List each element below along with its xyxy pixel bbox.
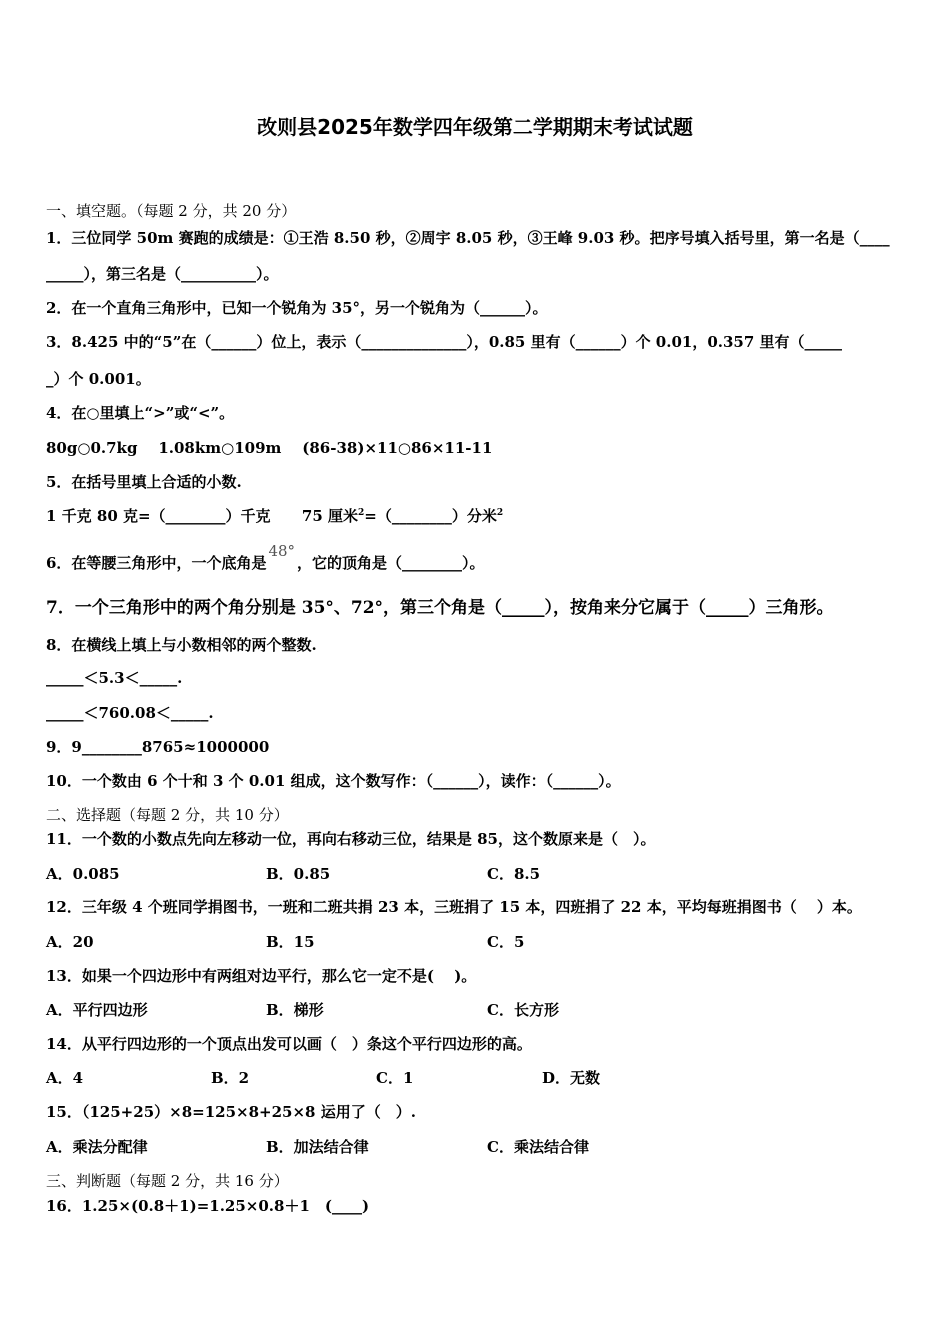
question-8-item-2: _____＜760.08＜_____.: [46, 704, 214, 722]
option-a: A．0.085: [46, 865, 120, 883]
question-14-stem: 14．从平行四边形的一个顶点出发可以画（ ）条这个平行四边形的高。: [46, 1035, 532, 1053]
question-3-line-2: _）个 0.001。: [46, 370, 151, 388]
q6-prefix: 6．在等腰三角形中，一个底角是: [46, 554, 267, 572]
question-2: 2．在一个直角三角形中，已知一个锐角为 35°，另一个锐角为（______）。: [46, 299, 548, 317]
question-9: 9．9________8765≈1000000: [46, 738, 270, 756]
option-c: C．1: [376, 1069, 414, 1087]
question-12-stem: 12．三年级 4 个班同学捐图书，一班和二班共捐 23 本，三班捐了 15 本，四班捐了 22 本，平均每班捐图书（ ）本。: [46, 898, 862, 916]
question-3-line-1: 3．8.425 中的“5”在（______）位上，表示（______________），0.85 里有（______）个 0.01，0.357 里有（_____: [46, 333, 843, 351]
question-5-items: [46, 506, 503, 526]
question-11-stem: 11．一个数的小数点先向左移动一位，再向右移动三位，结果是 85，这个数原来是（ ）。: [46, 830, 656, 848]
option-b: B．0.85: [266, 865, 331, 883]
page-title: 改则县2025年数学四年级第二学期期末考试试题: [257, 115, 693, 139]
question-8-item-1: _____＜5.3＜_____.: [46, 669, 183, 687]
question-1-line-1: 1．三位同学 50m 赛跑的成绩是：①王浩 8.50 秒，②周宇 8.05 秒，③王峰 9.03 秒。把序号填入括号里，第一名是（____: [46, 229, 890, 247]
question-6: [46, 542, 485, 573]
question-16: 16．1.25×(0.8＋1)=1.25×0.8＋1 (____): [46, 1197, 370, 1215]
q5-superscript-2: 2: [496, 508, 504, 518]
option-b: B．梯形: [266, 1001, 324, 1019]
q5-superscript-1: 2: [357, 508, 365, 518]
option-d: D．无数: [542, 1069, 601, 1087]
question-13-stem: 13．如果一个四边形中有两组对边平行，那么它一定不是( )。: [46, 967, 477, 985]
question-15-stem: 15．（125+25）×8=125×8+25×8 运用了（ ）.: [46, 1103, 416, 1121]
option-c: C．乘法结合律: [487, 1138, 589, 1156]
option-a: A．20: [46, 933, 94, 951]
question-5-prompt: 5．在括号里填上合适的小数.: [46, 473, 242, 491]
option-c: C．长方形: [487, 1001, 559, 1019]
q6-suffix: ，它的顶角是（________）。: [297, 554, 485, 572]
question-8-prompt: 8．在横线上填上与小数相邻的两个整数.: [46, 636, 317, 654]
question-4-prompt: 4．在○里填上“>”或“<”。: [46, 404, 235, 422]
option-b: B．加法结合律: [266, 1138, 369, 1156]
question-1-line-2: _____），第三名是（__________）。: [46, 265, 279, 283]
option-a: A．乘法分配律: [46, 1138, 148, 1156]
section-heading-fill-blank: 一、填空题。（每题 2 分，共 20 分）: [46, 202, 297, 220]
option-a: A．4: [46, 1069, 84, 1087]
option-c: C．8.5: [487, 865, 541, 883]
q6-angle-image: 48°: [268, 542, 296, 560]
question-10: 10．一个数由 6 个十和 3 个 0.01 组成，这个数写作：（______），读作：（______）。: [46, 772, 621, 790]
q5-part-2: =（________）分米: [364, 507, 497, 525]
option-a: A．平行四边形: [46, 1001, 148, 1019]
q5-part-1: 1 千克 80 克=（________）千克 75 厘米: [46, 507, 358, 525]
section-heading-true-false: 三、判断题（每题 2 分，共 16 分）: [46, 1172, 289, 1190]
question-7: 7．一个三角形中的两个角分别是 35°、72°，第三个角是（_____），按角来分它属于（_____）三角形。: [46, 598, 834, 618]
option-b: B．2: [211, 1069, 250, 1087]
option-b: B．15: [266, 933, 315, 951]
section-heading-choice: 二、选择题（每题 2 分，共 10 分）: [46, 806, 289, 824]
question-4-items: 80g○0.7kg 1.08km○109m (86-38)×11○86×11-11: [46, 439, 493, 457]
option-c: C．5: [487, 933, 525, 951]
